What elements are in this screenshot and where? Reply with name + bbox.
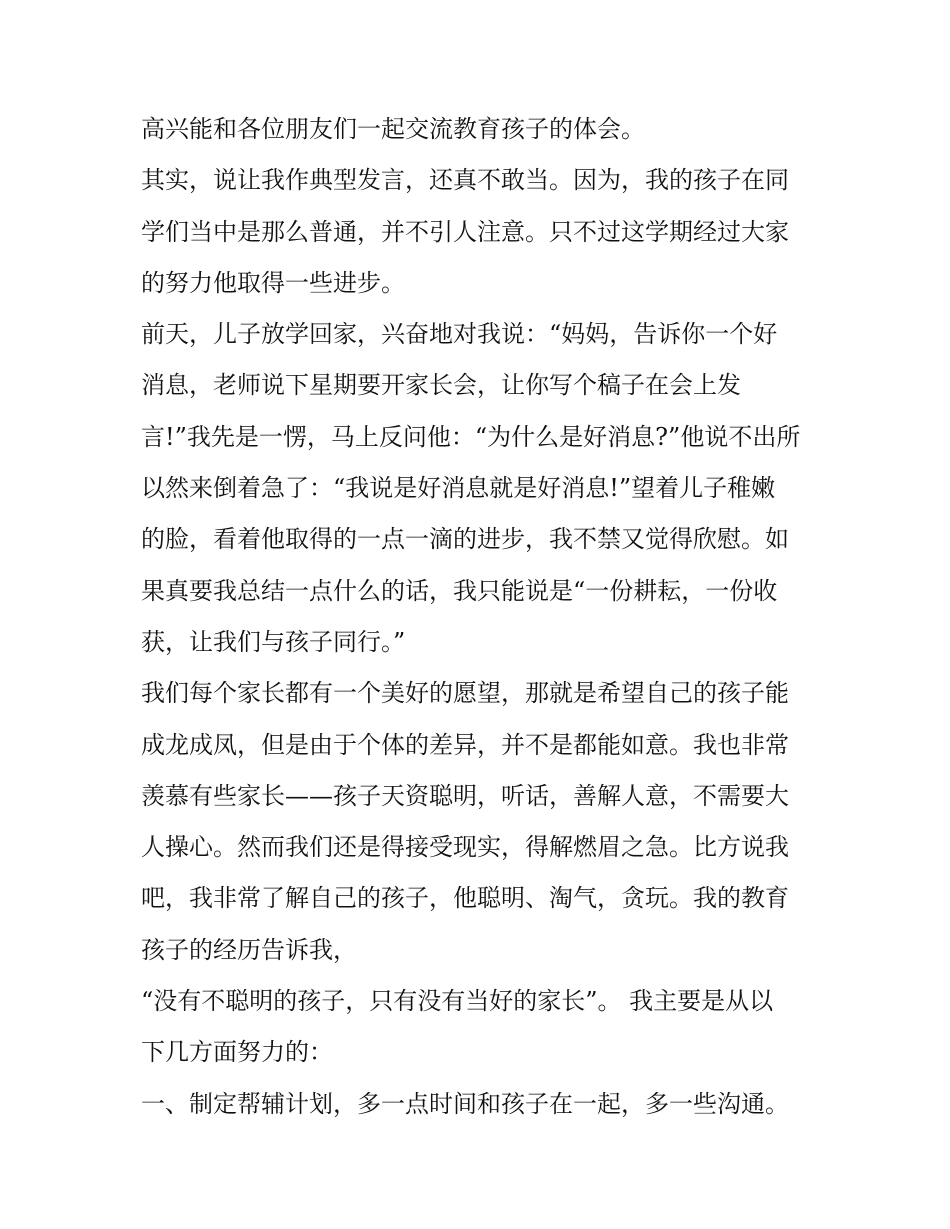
text-line: 其实，说让我作典型发言，还真不敢当。因为，我的孩子在同 [141, 166, 789, 195]
text-line: 我们每个家长都有一个美好的愿望，那就是希望自己的孩子能 [141, 679, 789, 708]
text-line: 的脸，看着他取得的一点一滴的进步，我不禁又觉得欣慰。如 [141, 525, 789, 554]
text-line: 前天，儿子放学回家，兴奋地对我说：“妈妈，告诉你一个好 [141, 320, 778, 349]
text-line: 人操心。然而我们还是得接受现实，得解燃眉之急。比方说我 [141, 833, 789, 862]
text-line: 吧，我非常了解自己的孩子，他聪明、淘气，贪玩。我的教育 [141, 884, 789, 913]
text-line: “没有不聪明的孩子，只有没有当好的家长”。 我主要是从以 [141, 987, 774, 1016]
text-line: 学们当中是那么普通，并不引人注意。只不过这学期经过大家 [141, 217, 789, 246]
text-line: 羡慕有些家长——孩子天资聪明，听话，善解人意，不需要大 [141, 781, 789, 810]
text-line: 一、制定帮辅计划，多一点时间和孩子在一起，多一些沟通。 [141, 1089, 789, 1118]
text-line: 成龙成凤，但是由于个体的差异，并不是都能如意。我也非常 [141, 730, 789, 759]
text-line: 言!”我先是一愣，马上反问他：“为什么是好消息?”他说不出所 [141, 422, 801, 451]
text-line: 的努力他取得一些进步。 [141, 268, 405, 297]
text-line: 以然来倒着急了：“我说是好消息就是好消息!”望着儿子稚嫩 [141, 474, 776, 503]
text-line: 下几方面努力的： [141, 1038, 333, 1067]
text-line: 果真要我总结一点什么的话，我只能说是“一份耕耘，一份收 [141, 576, 778, 605]
text-line: 孩子的经历告诉我， [141, 935, 357, 964]
text-line: 消息，老师说下星期要开家长会，让你写个稿子在会上发 [141, 371, 741, 400]
body-text [141, 104, 821, 1130]
text-line: 获，让我们与孩子同行。” [141, 627, 406, 656]
text-line: 高兴能和各位朋友们一起交流教育孩子的体会。 [141, 115, 645, 143]
